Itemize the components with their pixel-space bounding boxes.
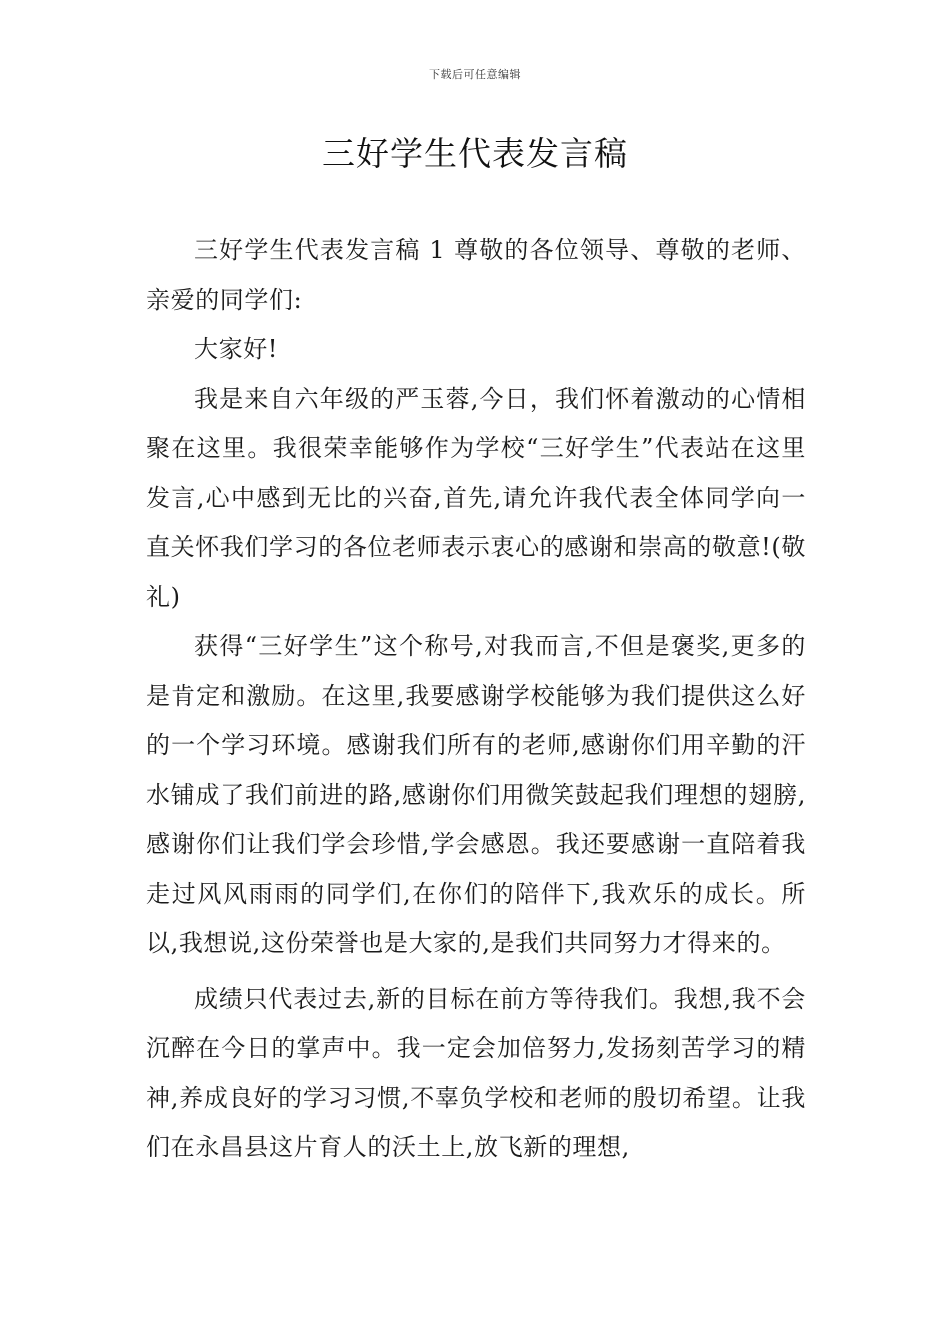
document-body [146,226,806,1173]
header-note: 下载后可任意编辑 [429,68,521,81]
paragraph-salutation: 三好学生代表发言稿 1 尊敬的各位领导、尊敬的老师、亲爱的同学们: [146,236,806,314]
paragraph-future-goals: 成绩只代表过去,新的目标在前方等待我们。我想,我不会沉醉在今日的掌声中。我一定会加倍努力,发扬刻苦学习的精神,养成良好的学习习惯,不辜负学校和老师的殷切希望。让我们在永昌县这片育人的沃土上,放飞新的理想, [146,984,806,1161]
page-title: 三好学生代表发言稿 [322,134,628,173]
paragraph-introduction: 我是来自六年级的严玉蓉,今日，我们怀着激动的心情相聚在这里。我很荣幸能够作为学校“三好学生”代表站在这里发言,心中感到无比的兴奋,首先,请允许我代表全体同学向一直关怀我们学习的各位老师表示衷心的感谢和崇高的敬意!(敬礼) [146,384,806,611]
paragraph-greeting: 大家好! [194,335,279,363]
paragraph-gratitude: 获得“三好学生”这个称号,对我而言,不但是褒奖,更多的是肯定和激励。在这里,我要感谢学校能够为我们提供这么好的一个学习环境。感谢我们所有的老师,感谢你们用辛勤的汗水铺成了我们前进的路,感谢你们用微笑鼓起我们理想的翅膀,感谢你们让我们学会珍惜,学会感恩。我还要感谢一直陪着我走过风风雨雨的同学们,在你们的陪伴下,我欢乐的成长。所以,我想说,这份荣誉也是大家的,是我们共同努力才得来的。 [146,632,806,957]
